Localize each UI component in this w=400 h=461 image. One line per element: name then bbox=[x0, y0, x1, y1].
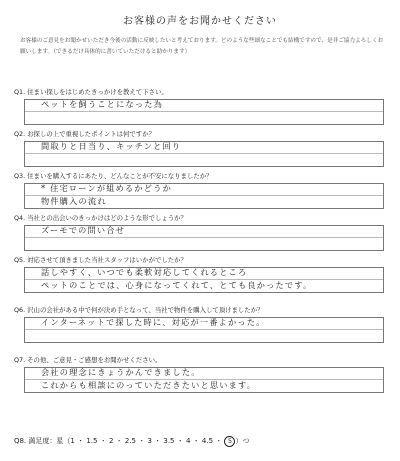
rating-row bbox=[14, 436, 386, 447]
rating-option[interactable]: 5 bbox=[224, 436, 235, 447]
answer-box[interactable] bbox=[24, 267, 384, 293]
rating-separator: ・ bbox=[174, 437, 186, 445]
handwritten-answer: * 住宅ローンが組めるかどうか bbox=[41, 183, 172, 193]
handwritten-answer: ズーモでの問い合せ bbox=[41, 225, 126, 235]
question-1 bbox=[14, 88, 386, 125]
answer-box[interactable] bbox=[24, 225, 384, 251]
question-label: Q7. その他、ご意見・ご感想をお聞かせください。 bbox=[14, 356, 162, 364]
rating-option[interactable]: 3 bbox=[147, 437, 152, 445]
handwritten-answer: インターネットで探した時に、対応が一番よかった。 bbox=[41, 317, 266, 327]
question-label: Q5. 対応させて頂きました当社スタッフはいかがでしたか？ bbox=[14, 256, 187, 264]
answer-box[interactable] bbox=[24, 99, 384, 125]
question-label: Q3. 住まいを購入するにあたり、どんなことが不安になりましたか？ bbox=[14, 172, 213, 180]
question-2 bbox=[14, 130, 386, 167]
rating-separator: ・ bbox=[136, 437, 148, 445]
question-label: Q6. 沢山の会社がある中で何が決め手となって、当社で物件を購入して頂けましたか？ bbox=[14, 306, 264, 314]
answer-line bbox=[25, 280, 383, 292]
handwritten-answer: 会社の理念にきょうかんできました。 bbox=[41, 367, 201, 377]
question-label: Q2. お探しの上で重視したポイントは何ですか？ bbox=[14, 130, 155, 138]
answer-line bbox=[25, 318, 383, 330]
rating-option[interactable]: 3.5 bbox=[163, 437, 175, 445]
rating-option[interactable]: 2.5 bbox=[124, 437, 136, 445]
answer-line bbox=[25, 226, 383, 238]
rating-separator: ・ bbox=[190, 437, 202, 445]
rating-options bbox=[70, 437, 235, 445]
question-label: Q4. 当社との出会いのきっかけはどのような形でしょうか？ bbox=[14, 214, 187, 222]
answer-line bbox=[25, 112, 383, 124]
handwritten-answer: 話しやすく、いつでも柔軟対応してくれるところ bbox=[41, 267, 248, 277]
rating-separator: ・ bbox=[213, 437, 225, 445]
question-6 bbox=[14, 306, 386, 343]
intro-text: お客様のご意見をお聞かせいただき今後の活動に反映したいと考えております。どのような些細なことでも結構ですので、是非ご協力よろしくお願いします。（できるだけ具体的に書いていただけると助かります） bbox=[20, 38, 384, 55]
handwritten-answer: 間取りと日当り、キッチンと回り bbox=[41, 141, 182, 151]
page-title: お客様の声をお聞かせください bbox=[123, 16, 277, 27]
question-7 bbox=[14, 356, 386, 393]
answer-line bbox=[25, 380, 383, 392]
question-4 bbox=[14, 214, 386, 251]
rating-separator: ・ bbox=[151, 437, 164, 445]
rating-suffix: ）つ bbox=[235, 437, 250, 445]
handwritten-answer: これからも相談にのっていただきたいと思います。 bbox=[41, 380, 257, 390]
answer-box[interactable] bbox=[24, 367, 384, 393]
question-label: Q1. 住まい探しをはじめたきっかけを教えて下さい。 bbox=[14, 88, 168, 96]
answer-box[interactable] bbox=[24, 141, 384, 167]
answer-line bbox=[25, 238, 383, 250]
answer-line bbox=[25, 330, 383, 342]
handwritten-answer: 物件購入の流れ bbox=[41, 196, 107, 206]
answer-line bbox=[25, 184, 383, 196]
question-3 bbox=[14, 172, 386, 209]
question-5 bbox=[14, 256, 386, 293]
rating-separator: ・ bbox=[97, 437, 109, 445]
rating-option[interactable]: 2 bbox=[108, 437, 114, 445]
rating-option[interactable]: 1 bbox=[70, 437, 75, 445]
rating-separator: ・ bbox=[113, 437, 125, 445]
answer-line bbox=[25, 142, 383, 154]
answer-line bbox=[25, 368, 383, 380]
handwritten-answer: ペットのことでは、心身になってくれて、とても良かったです。 bbox=[41, 280, 313, 290]
rating-label: Q8. 満足度：星（ bbox=[14, 437, 71, 445]
answer-line bbox=[25, 196, 383, 208]
answer-line bbox=[25, 268, 383, 280]
rating-option[interactable]: 4.5 bbox=[201, 437, 214, 445]
handwritten-answer: ペットを飼うことになった為 bbox=[41, 99, 164, 109]
answer-box[interactable] bbox=[24, 183, 384, 209]
answer-line bbox=[25, 100, 383, 112]
rating-separator: ・ bbox=[74, 437, 87, 445]
answer-line bbox=[25, 154, 383, 166]
rating-option[interactable]: 1.5 bbox=[86, 437, 98, 445]
answer-box[interactable] bbox=[24, 317, 384, 343]
rating-option[interactable]: 4 bbox=[185, 437, 191, 445]
